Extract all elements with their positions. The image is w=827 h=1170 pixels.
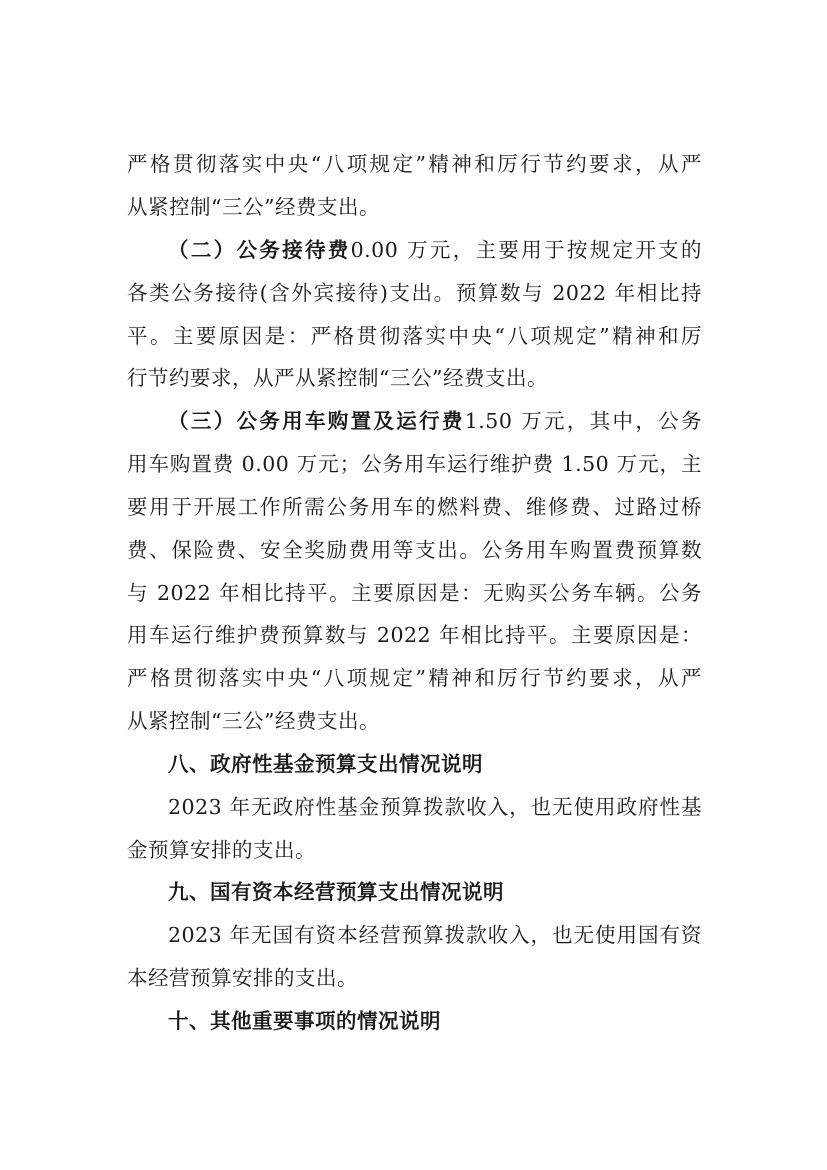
paragraph-line: 严格贯彻落实中央“八项规定”精神和厉行节约要求，从严	[127, 666, 702, 690]
paragraph-line: 用车运行维护费预算数与 2022 年相比持平。主要原因是：	[127, 623, 702, 647]
paragraph-line: 行节约要求，从严从紧控制“三公”经费支出。	[127, 366, 548, 390]
section-heading: 八、政府性基金预算支出情况说明	[168, 752, 483, 776]
paragraph-text: 1.50 万元，其中，公务	[464, 409, 702, 433]
paragraph-line: 2023 年无政府性基金预算拨款收入，也无使用政府性基	[168, 795, 702, 819]
paragraph-line: 费、保险费、安全奖励费用等支出。公务用车购置费预算数	[127, 538, 702, 562]
paragraph-line: 从紧控制“三公”经费支出。	[127, 195, 380, 219]
subsection-title: （三）公务用车购置及运行费	[168, 409, 465, 433]
paragraph-line: 严格贯彻落实中央“八项规定”精神和厉行节约要求，从严	[127, 152, 702, 176]
paragraph-line: 用车购置费 0.00 万元；公务用车运行维护费 1.50 万元，主	[127, 452, 702, 476]
paragraph-line: 平。主要原因是：严格贯彻落实中央“八项规定”精神和厉	[127, 324, 702, 348]
paragraph-line: 要用于开展工作所需公务用车的燃料费、维修费、过路过桥	[127, 495, 702, 519]
paragraph-text: 0.00 万元，主要用于按规定开支的	[350, 238, 702, 262]
paragraph-line	[168, 232, 702, 268]
subsection-title: （二）公务接待费	[168, 238, 351, 262]
paragraph-line: 从紧控制“三公”经费支出。	[127, 709, 380, 733]
paragraph-line: 金预算安排的支出。	[127, 838, 316, 862]
section-heading: 九、国有资本经营预算支出情况说明	[168, 880, 504, 904]
paragraph-line: 各类公务接待(含外宾接待)支出。预算数与 2022 年相比持	[127, 281, 702, 305]
paragraph-line	[168, 403, 702, 439]
paragraph-line: 2023 年无国有资本经营预算拨款收入，也无使用国有资	[168, 923, 702, 947]
section-heading: 十、其他重要事项的情况说明	[168, 1009, 441, 1033]
paragraph-line: 本经营预算安排的支出。	[127, 966, 358, 990]
paragraph-line: 与 2022 年相比持平。主要原因是：无购买公务车辆。公务	[127, 581, 702, 605]
